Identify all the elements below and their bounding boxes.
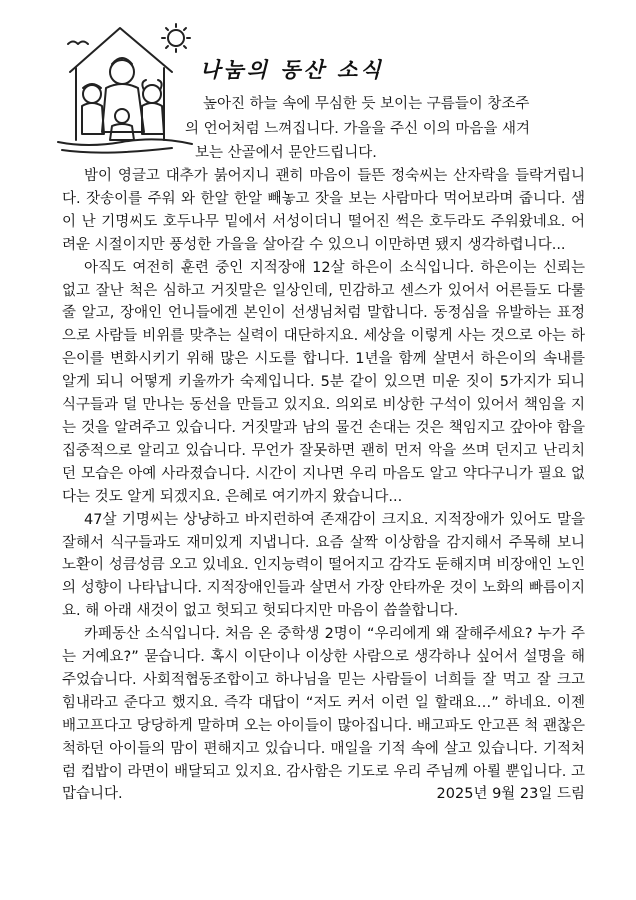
paragraph-gimyeong: 47살 기명씨는 상냥하고 바지런하여 존재감이 크지요. 지적장애가 있어도 말을 잘해서 식구들과도 재미있게 지냅니다. 요즘 살짝 이상함을 감지해서 주목해 보니 노환이 성큼성큼 오고 있네요. 인지능력이 떨어지고 감각도 둔해지며 비장애인 노인의 성향이 나타납니다. 지적장애인들과 살면서 가장 안타까운 것이 노화의 빠름이지요. 해 아래 새것이 없고 헛되고 헛되다지만 마음이 씁쓸합니다. [62,511,585,620]
paragraph-haeun: 아직도 여전히 훈련 중인 지적장애 12살 하은이 소식입니다. 하은이는 신뢰는 없고 잘난 척은 심하고 거짓말은 일상인데, 민감하고 센스가 있어서 어른들도 다룰 줄 알고, 장애인 언니들에겐 본인이 선생님처럼 말합니다. 동정심을 유발하는 표정으로 사람들 비위를 맞추는 실력이 대단하지요. 세상을 이렇게 사는 것으로 아는 하은이를 변화시키기 위해 많은 시도를 합니다. 1년을 함께 살면서 하은이의 속내를 알게 되니 어떻게 키울까가 숙제입니다. 5분 같이 있으면 미운 짓이 5가지가 되니 식구들과 덜 만나는 동선을 만들고 있지요. 의외로 비상한 구석이 있어서 책임을 지는 것을 알려주고 있습니다. 거짓말과 남의 물건 손대는 것은 책임지고 갚아야 함을 집중적으로 알리고 있습니다. 무언가 잘못하면 괜히 먼저 악을 쓰며 던지고 난리치던 모습은 아예 사라졌습니다. 시간이 지나면 우리 마음도 알고 약다구니가 필요 없다는 것도 알게 되겠지요. 은혜로 여기까지 왔습니다... [62,259,585,505]
newsletter-title: 나눔의 동산 소식 [200,57,384,82]
family-house-sketch-icon [48,20,198,160]
paragraph-cafe-text: 카페동산 소식입니다. 처음 온 중학생 2명이 “우리에게 왜 잘해주세요? 누가 주는 거예요?” 묻습니다. 혹시 이단이나 이상한 사람으로 생각하나 싶어서 설명을 해주었습니다. 사회적협동조합이고 하나님을 믿는 사람들이 너희들 잘 먹고 잘 크고 힘내라고 준다고 했지요. 즉각 대답이 “저도 커서 이런 일 할래요…” 하네요. 이젠 배고프다고 당당하게 말하며 오는 아이들이 많아집니다. 배고파도 안고픈 척 괜찮은 척하던 아이들의 맘이 편해지고 있습니다. 매일을 기적 속에 살고 있습니다. 기적처럼 컵밥이 라면이 배달되고 있지요. 감사함은 기도로 우리 주님께 아뢸 뿐입니다. 고맙습니다. [62,626,585,803]
signoff-date: 2025년 9월 23일 드림 [436,786,585,803]
intro-line: 보는 산골에서 문안드립니다. [195,145,377,161]
newsletter-body [62,165,585,806]
intro-line: 의 언어처럼 느껴집니다. 가을을 주신 이의 마음을 새겨 [185,120,531,137]
paragraph-autumn: 밤이 영글고 대추가 붉어지니 괜히 마음이 들뜬 정숙씨는 산자락을 들락거립니다. 잣송이를 주워 와 한알 한알 빼놓고 잣을 보는 사람마다 먹어보라며 줍니다. 샘이 난 기명씨도 호두나무 밑에서 서성이더니 떨어진 썩은 호두라도 주워왔네요. 어려운 시절이지만 풍성한 가을을 살아갈 수 있으니 이만하면 됐지 생각하렵니다... [62,168,585,253]
paragraph-cafe [62,623,585,806]
intro-greeting [185,92,585,166]
intro-line: 높아진 하늘 속에 무심한 듯 보이는 구름들이 창조주 [203,96,530,112]
